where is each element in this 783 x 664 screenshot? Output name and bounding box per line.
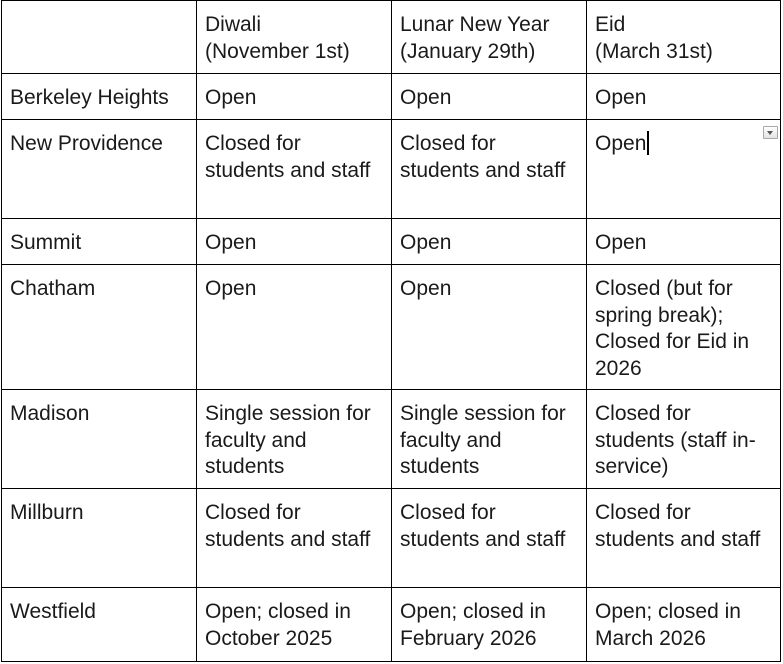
table-row bbox=[2, 588, 781, 662]
town-cell[interactable]: Berkeley Heights bbox=[2, 74, 197, 120]
town-cell[interactable]: Chatham bbox=[2, 265, 197, 390]
table-cell[interactable]: Open bbox=[392, 265, 587, 390]
active-table-cell[interactable] bbox=[587, 120, 781, 219]
header-holiday-date: (March 31st) bbox=[595, 39, 713, 63]
table-cell[interactable]: Open; closed in February 2026 bbox=[392, 588, 587, 662]
header-cell-eid[interactable] bbox=[587, 1, 781, 74]
text-cursor bbox=[647, 131, 649, 155]
table-row bbox=[2, 390, 781, 489]
header-row bbox=[2, 1, 781, 74]
town-cell[interactable]: Westfield bbox=[2, 588, 197, 662]
table-cell[interactable]: Closed for students and staff bbox=[392, 120, 587, 219]
table-cell[interactable]: Open bbox=[587, 219, 781, 265]
table-cell[interactable]: Single session for faculty and students bbox=[197, 390, 392, 489]
town-cell[interactable]: Madison bbox=[2, 390, 197, 489]
table-row bbox=[2, 120, 781, 219]
header-holiday-date: (November 1st) bbox=[205, 39, 350, 63]
table-cell[interactable]: Closed for students (staff in-service) bbox=[587, 390, 781, 489]
table-cell[interactable]: Closed (but for spring break); Closed for Eid in 2026 bbox=[587, 265, 781, 390]
cell-text: Open bbox=[595, 132, 647, 155]
table-cell[interactable]: Closed for students and staff bbox=[392, 489, 587, 588]
table-cell[interactable]: Open bbox=[197, 219, 392, 265]
table-cell[interactable]: Closed for students and staff bbox=[587, 489, 781, 588]
town-cell[interactable]: Summit bbox=[2, 219, 197, 265]
table-cell[interactable]: Open bbox=[587, 74, 781, 120]
table-cell[interactable]: Open; closed in October 2025 bbox=[197, 588, 392, 662]
table-cell[interactable]: Open; closed in March 2026 bbox=[587, 588, 781, 662]
table-row bbox=[2, 489, 781, 588]
town-cell[interactable]: Millburn bbox=[2, 489, 197, 588]
table-cell[interactable]: Closed for students and staff bbox=[197, 489, 392, 588]
table-cell[interactable]: Open bbox=[197, 74, 392, 120]
header-holiday-name: Diwali bbox=[205, 13, 262, 36]
header-cell-diwali[interactable] bbox=[197, 1, 392, 74]
table-cell[interactable]: Open bbox=[197, 265, 392, 390]
table-row bbox=[2, 265, 781, 390]
header-holiday-date: (January 29th) bbox=[400, 39, 536, 63]
table-cell[interactable]: Closed for students and staff bbox=[197, 120, 392, 219]
header-corner-cell[interactable] bbox=[2, 1, 197, 74]
header-cell-lunar-new-year[interactable] bbox=[392, 1, 587, 74]
holiday-closures-table bbox=[1, 0, 781, 662]
table-row bbox=[2, 74, 781, 120]
header-holiday-name: Eid bbox=[595, 13, 626, 36]
table-cell[interactable]: Open bbox=[392, 219, 587, 265]
table-cell[interactable]: Single session for faculty and students bbox=[392, 390, 587, 489]
header-holiday-name: Lunar New Year bbox=[400, 13, 550, 36]
chevron-down-icon[interactable] bbox=[763, 126, 778, 139]
table-row bbox=[2, 219, 781, 265]
table-cell[interactable]: Open bbox=[392, 74, 587, 120]
town-cell[interactable]: New Providence bbox=[2, 120, 197, 219]
